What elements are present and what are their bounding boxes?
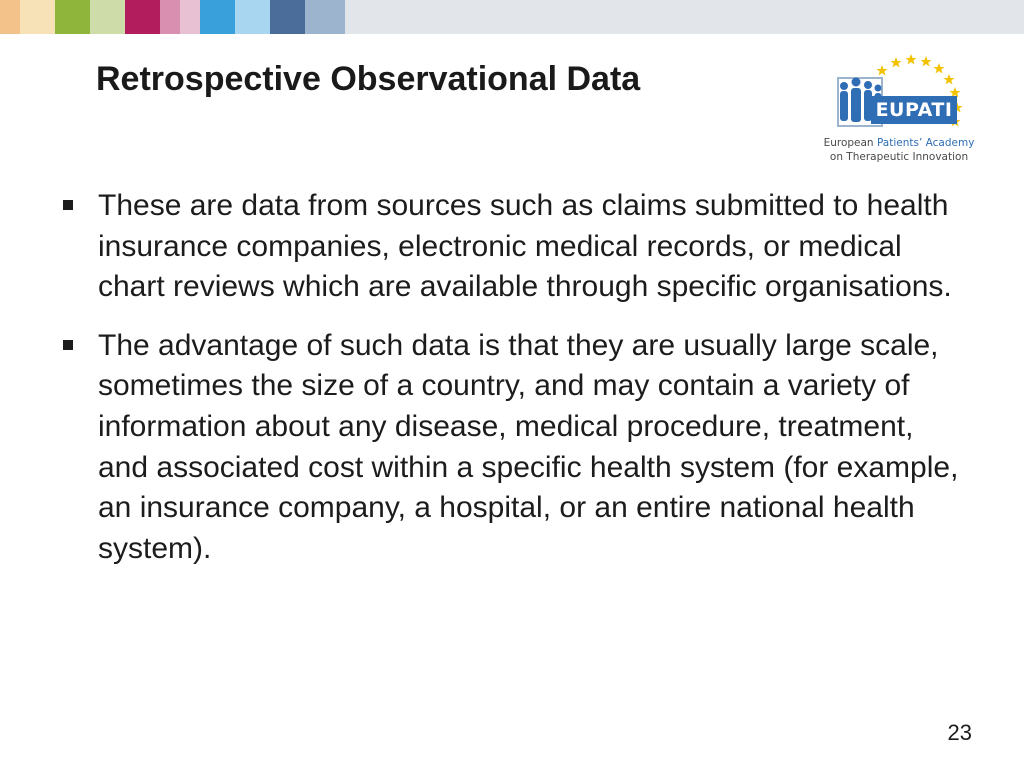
color-segment <box>90 0 125 34</box>
bullet-list <box>58 186 968 587</box>
header-color-bar <box>0 0 1024 34</box>
color-segment <box>20 0 55 34</box>
color-segment <box>0 0 20 34</box>
logo-tagline-european: European <box>823 137 874 149</box>
logo-wordmark: EUPATI <box>871 96 957 124</box>
color-segment <box>305 0 345 34</box>
color-segment <box>55 0 90 34</box>
logo-tagline <box>812 136 986 164</box>
color-segment <box>125 0 160 34</box>
color-segment <box>270 0 305 34</box>
color-segment-rest <box>345 0 1024 34</box>
slide-title: Retrospective Observational Data <box>96 60 641 98</box>
logo-tagline-innovation: on Therapeutic Innovation <box>829 151 969 163</box>
bullet-text: These are data from sources such as claims submitted to health insurance companies, electronic medical records, or medical chart reviews which are available through specific organisations. <box>98 189 952 304</box>
color-segment <box>200 0 235 34</box>
bullet-item <box>58 326 968 570</box>
color-segment <box>160 0 180 34</box>
square-bullet-icon <box>63 340 73 350</box>
square-bullet-icon <box>63 200 73 210</box>
logo-tagline-academy: Patients’ Academy <box>876 137 975 149</box>
bullet-text: The advantage of such data is that they are usually large scale, sometimes the size of a country, and may contain a variety of information about any disease, medical procedure, treatment, and associated cost within a specific health system (for example, an insurance company, a hospital, or an entire national health system). <box>98 328 959 565</box>
color-segment <box>180 0 200 34</box>
page-number: 23 <box>947 720 972 745</box>
bullet-item <box>58 186 968 308</box>
color-segment <box>235 0 270 34</box>
